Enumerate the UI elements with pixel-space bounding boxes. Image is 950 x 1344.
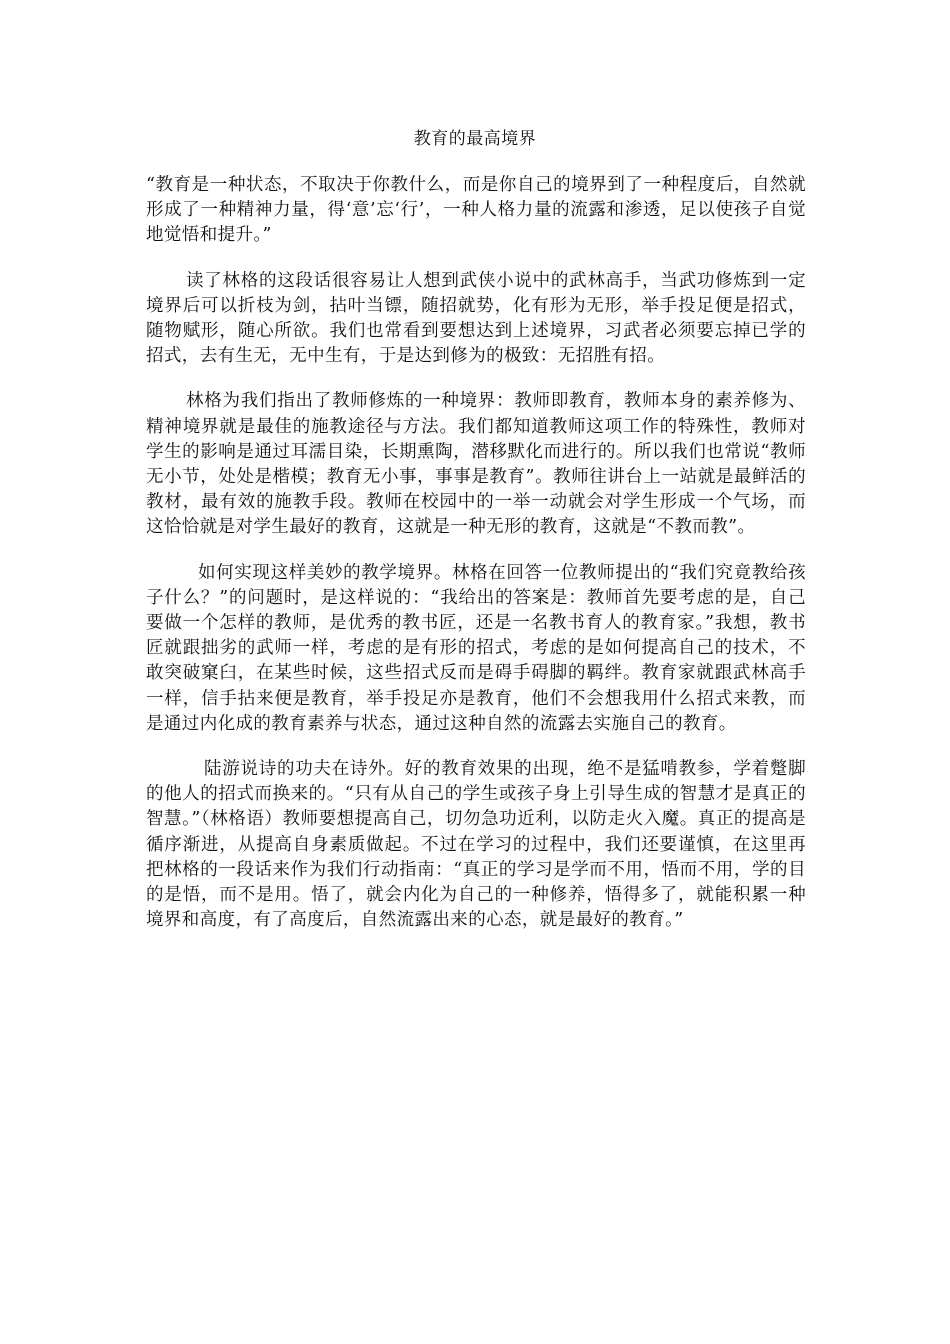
paragraph-wuxia-analogy: 读了林格的这段话很容易让人想到武侠小说中的武林高手，当武功修炼到一定境界后可以折枝为剑，拈叶当镖，随招就势，化有形为无形，举手投足便是招式，随物赋形，随心所欲。我们也常看到要想达到上述境界，习武者必须要忘掉已学的招式，去有生无，无中生有，于是达到修为的极致：无招胜有招。 [146, 270, 806, 367]
paragraph-lu-you: 陆游说诗的功夫在诗外。好的教育效果的出现，绝不是猛啃教参，学着蹩脚的他人的招式而换来的。“只有从自己的学生或孩子身上引导生成的智慧才是真正的智慧。”（林格语）教师要想提高自己，切勿急功近利，以防走火入魔。真正的提高是循序渐进，从提高自身素质做起。不过在学习的过程中，我们还要谨慎，在这里再把林格的一段话来作为我们行动指南：“真正的学习是学而不用，悟而不用，学的目的是悟，而不是用。悟了，就会内化为自己的一种修养，悟得多了，就能积累一种境界和高度，有了高度后，自然流露出来的心态，就是最好的教育。” [146, 759, 806, 931]
paragraph-teacher-realm: 林格为我们指出了教师修炼的一种境界：教师即教育，教师本身的素养修为、精神境界就是最佳的施教途径与方法。我们都知道教师这项工作的特殊性，教师对学生的影响是通过耳濡目染，长期熏陶，潜移默化而进行的。所以我们也常说“教师无小节，处处是楷模；教育无小事，事事是教育”。教师往讲台上一站就是最鲜活的教材，最有效的施教手段。教师在校园中的一举一动就会对学生形成一个气场，而这恰恰就是对学生最好的教育，这就是一种无形的教育，这就是“不教而教”。 [146, 391, 806, 538]
document-title: 教育的最高境界 [413, 129, 537, 149]
document-body [146, 173, 806, 953]
opening-quote-paragraph: “教育是一种状态，不取决于你教什么，而是你自己的境界到了一种程度后，自然就形成了一种精神力量，得‘意’忘‘行’，一种人格力量的流露和渗透，足以使孩子自觉地觉悟和提升。” [146, 175, 806, 246]
paragraph-how-to-achieve: 如何实现这样美妙的教学境界。林格在回答一位教师提出的“我们究竟教给孩子什么？”的问题时，是这样说的：“我给出的答案是：教师首先要考虑的是，自己要做一个怎样的教师，是优秀的教书匠，还是一名教书育人的教育家。”我想，教书匠就跟拙劣的武师一样，考虑的是有形的招式，考虑的是如何提高自己的技术，不敢突破窠臼，在某些时候，这些招式反而是碍手碍脚的羁绊。教育家就跟武林高手一样，信手拈来便是教育，举手投足亦是教育，他们不会想我用什么招式来教，而是通过内化成的教育素养与状态，通过这种自然的流露去实施自己的教育。 [146, 562, 806, 734]
